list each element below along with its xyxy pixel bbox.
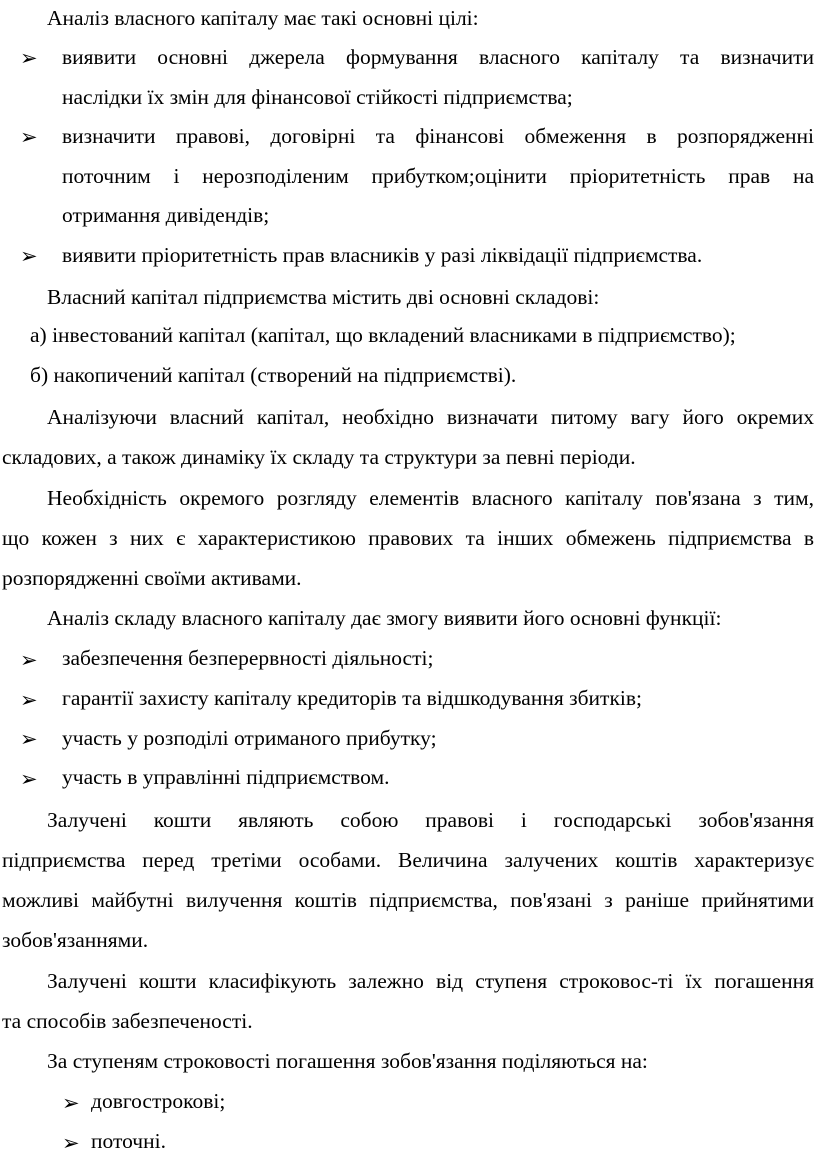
borrowed-paragraph-1-line-1: Залучені кошти являють собою правові і господарські зобов'язання [47, 808, 814, 832]
bullet-arrow-icon: ➢ [20, 125, 38, 149]
analysis-paragraph-1-line-2: складових, а також динаміку їх складу та структури за певні періоди. [2, 445, 636, 469]
bullet-arrow-icon: ➢ [20, 244, 38, 268]
analysis-paragraph-2-line-1: Необхідність окремого розгляду елементів власного капіталу пов'язана з тим, [47, 486, 814, 510]
function-item-2: гарантії захисту капіталу кредиторів та відшкодування збитків; [62, 686, 642, 710]
borrowed-paragraph-1-line-2: підприємства перед третіми особами. Величина залучених коштів характеризує [2, 848, 814, 872]
bullet-arrow-icon: ➢ [62, 1131, 80, 1155]
borrowed-paragraph-2-line-2: та способів забезпеченості. [2, 1009, 253, 1033]
goal-item-1-line-1: виявити основні джерела формування власного капіталу та визначити [62, 45, 814, 69]
goal-item-3-line-1: виявити пріоритетність прав власників у разі ліквідації підприємства. [62, 243, 703, 267]
analysis-paragraph-2-line-3: розпорядженні своїми активами. [2, 566, 302, 590]
composition-item-b: б) накопичений капітал (створений на підприємстві). [30, 363, 517, 387]
term-item-current: поточні. [91, 1129, 166, 1153]
bullet-arrow-icon: ➢ [20, 767, 38, 791]
term-item-long: довгострокові; [91, 1089, 226, 1113]
borrowed-paragraph-1-line-4: зобов'язаннями. [2, 928, 149, 952]
goal-item-2-line-1: визначити правові, договірні та фінансові обмеження в розпорядженні [62, 124, 814, 148]
bullet-arrow-icon: ➢ [20, 46, 38, 70]
analysis-paragraph-2-line-2: що кожен з них є характеристикою правових та інших обмежень підприємства в [2, 526, 814, 550]
function-item-4: участь в управлінні підприємством. [62, 765, 390, 789]
bullet-arrow-icon: ➢ [20, 648, 38, 672]
goals-intro: Аналіз власного капіталу має такі основні цілі: [47, 6, 479, 30]
goal-item-2-line-3: отримання дивідендів; [62, 203, 270, 227]
borrowed-paragraph-2-line-1: Залучені кошти класифікують залежно від ступеня строковос-ті їх погашення [47, 969, 814, 993]
bullet-arrow-icon: ➢ [20, 727, 38, 751]
term-intro: За ступеням строковості погашення зобов'язання поділяються на: [47, 1049, 648, 1073]
goal-item-1-line-2: наслідки їх змін для фінансової стійкості підприємства; [62, 85, 573, 109]
analysis-paragraph-1-line-1: Аналізуючи власний капітал, необхідно визначати питому вагу його окремих [47, 405, 814, 429]
function-item-3: участь у розподілі отриманого прибутку; [62, 726, 437, 750]
functions-intro: Аналіз складу власного капіталу дає змогу виявити його основні функції: [47, 606, 722, 630]
bullet-arrow-icon: ➢ [62, 1091, 80, 1115]
function-item-1: забезпечення безперервності діяльності; [62, 646, 434, 670]
bullet-arrow-icon: ➢ [20, 688, 38, 712]
goal-item-2-line-2: поточним і нерозподіленим прибутком;оцінити пріоритетність прав на [62, 164, 814, 188]
borrowed-paragraph-1-line-3: можливі майбутні вилучення коштів підприємства, пов'язані з раніше прийнятими [2, 888, 814, 912]
composition-item-a: а) інвестований капітал (капітал, що вкладений власниками в підприємство); [30, 323, 736, 347]
composition-intro: Власний капітал підприємства містить дві основні складові: [47, 285, 600, 309]
